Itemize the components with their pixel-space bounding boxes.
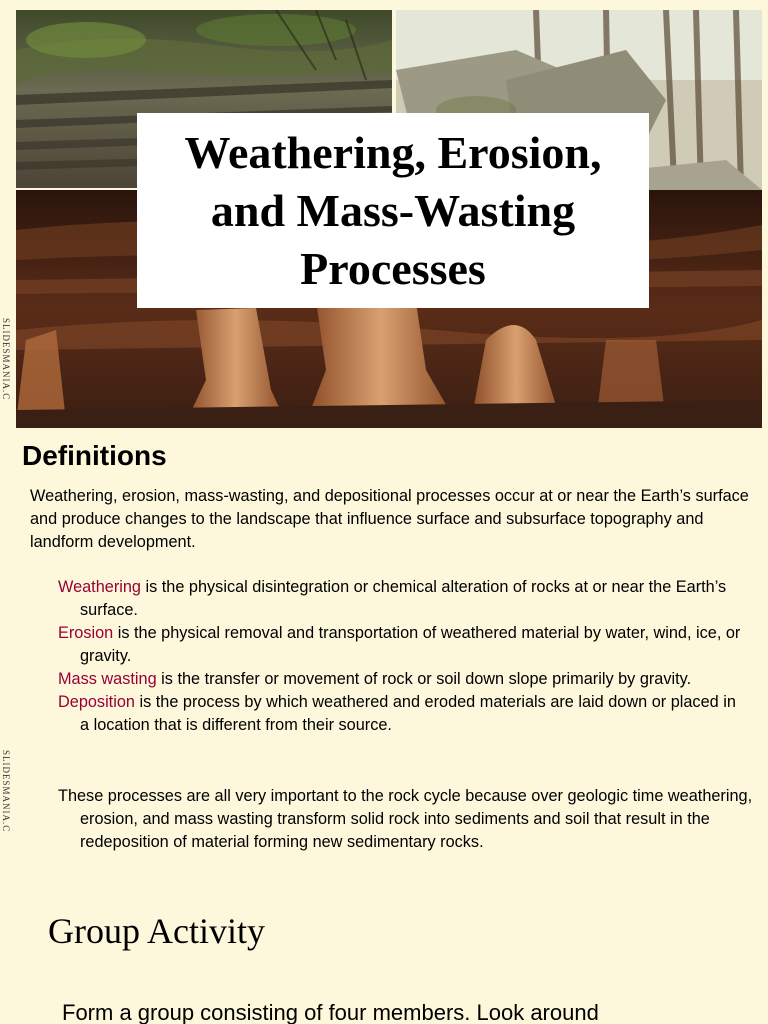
- definition-text: is the physical removal and transportation of weathered material by water, wind, ice, or gravity.: [80, 624, 741, 665]
- definitions-slide: [0, 430, 768, 864]
- watermark: SLIDESMANIA.C: [1, 750, 11, 833]
- definition-text: is the physical disintegration or chemical alteration of rocks at or near the Earth’s surface.: [80, 578, 727, 619]
- watermark: SLIDESMANIA.C: [1, 318, 11, 401]
- title-slide: [0, 0, 768, 428]
- definitions-list: [58, 576, 748, 737]
- definition-item: [58, 622, 748, 668]
- group-activity-slide: [0, 866, 768, 1024]
- definition-item: [58, 576, 748, 622]
- title-line-1: Weathering, Erosion,: [184, 126, 602, 178]
- title-line-2: and Mass-Wasting: [210, 184, 576, 236]
- term-deposition: Deposition: [58, 693, 135, 711]
- term-erosion: Erosion: [58, 624, 114, 642]
- title-line-3: Processes: [300, 242, 486, 294]
- definitions-heading: Definitions: [22, 440, 167, 471]
- intro-paragraph: Weathering, erosion, mass-wasting, and depositional processes occur at or near the Earth’s surface and produce changes to the landscape that influence surface and subsurface topography and landform development.: [30, 487, 749, 551]
- definition-text: is the transfer or movement of rock or soil down slope primarily by gravity.: [156, 670, 692, 688]
- closing-paragraph: These processes are all very important to the rock cycle because over geologic time weathering, erosion, and mass wasting transform solid rock into sediments and soil that result in the redeposition of material forming new sedimentary rocks.: [58, 787, 753, 851]
- title-box: [137, 113, 649, 308]
- group-activity-text: Form a group consisting of four members. Look around: [62, 1000, 599, 1024]
- term-weathering: Weathering: [58, 578, 141, 596]
- definition-item: [58, 668, 748, 691]
- definition-text: is the process by which weathered and eroded materials are laid down or placed in a location that is different from their source.: [80, 693, 736, 734]
- slide-title: [137, 124, 649, 298]
- group-activity-heading: Group Activity: [48, 911, 265, 951]
- term-mass-wasting: Mass wasting: [58, 670, 157, 688]
- definition-item: [58, 691, 748, 737]
